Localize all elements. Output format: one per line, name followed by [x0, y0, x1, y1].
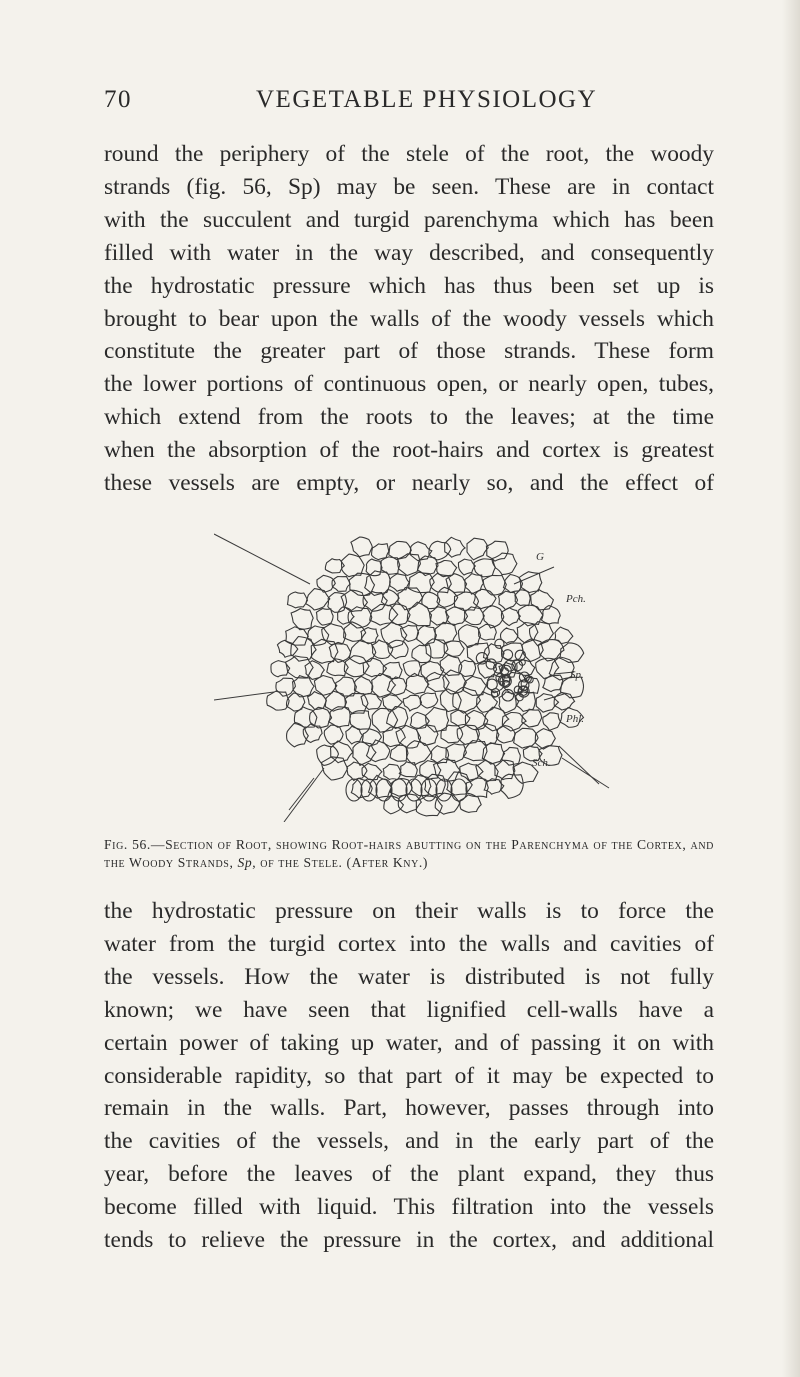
- cell-outline: [398, 588, 423, 610]
- cell-outline: [486, 541, 508, 561]
- cell-outline: [444, 641, 464, 656]
- cell-outline: [555, 627, 573, 644]
- text-line: round the periphery of the stele of the root, the woody: [104, 141, 714, 167]
- cell-outline: [420, 693, 438, 708]
- cell-outline: [417, 626, 437, 646]
- cell-outline: [458, 559, 475, 575]
- cell-outline: [366, 559, 382, 576]
- cell-outline: [401, 625, 419, 641]
- cell-outline: [403, 695, 421, 711]
- woody-strand-cell: [503, 650, 513, 660]
- cell-outline: [389, 541, 412, 559]
- cell-outline: [543, 713, 560, 731]
- cell-outline: [288, 592, 308, 608]
- cell-outline: [329, 707, 351, 728]
- root-section-illustration: [214, 522, 624, 822]
- cell-outline: [372, 708, 397, 732]
- cell-outline: [502, 747, 521, 765]
- cell-outline: [387, 677, 406, 695]
- cell-outline: [515, 590, 530, 606]
- text-line: considerable rapidity, so that part of it may be expected to: [104, 1062, 714, 1089]
- cell-outline: [407, 602, 431, 626]
- cell-outline: [412, 645, 431, 663]
- cell-outline: [425, 774, 446, 796]
- cell-outline: [479, 624, 497, 640]
- cell-outline: [351, 537, 372, 557]
- label-sch: Sch.: [532, 757, 551, 769]
- woody-strand-cell: [495, 639, 504, 648]
- caption-figure-number: Fig. 56.: [104, 837, 151, 852]
- cell-outline: [427, 672, 450, 691]
- paragraph-2: [104, 895, 714, 1257]
- cell-outline: [451, 710, 470, 726]
- text-line: remain in the walls. Part, however, passes through into: [104, 1095, 714, 1122]
- text-line: become filled with liquid. This filtration into the vessels: [104, 1194, 714, 1221]
- cell-outline: [464, 676, 487, 695]
- cell-outline: [314, 676, 336, 696]
- text-line: the hydrostatic pressure which has thus been set up is: [104, 272, 714, 299]
- figure-caption: [104, 836, 714, 872]
- cell-outline: [389, 604, 410, 624]
- cell-outline: [354, 676, 372, 694]
- leader-lines: [214, 534, 609, 822]
- label-sp: Sp.: [570, 669, 584, 681]
- cell-outline: [406, 673, 429, 694]
- cell-outline: [372, 544, 389, 560]
- paragraph-1: [104, 138, 714, 500]
- cell-outline: [560, 643, 584, 662]
- text-line: when the absorption of the root-hairs and cortex is greatest: [104, 437, 714, 464]
- cell-outline: [435, 793, 459, 814]
- cell-outline: [493, 553, 517, 575]
- text-line: constitute the greater part of those strands. These form: [104, 338, 714, 365]
- cortex-cell: [406, 779, 422, 801]
- label-pch: Pch.: [566, 593, 586, 605]
- cell-outline: [403, 661, 421, 677]
- cell-outline: [347, 762, 367, 780]
- caption-text-end: , of the Stele. (After Kny.): [252, 855, 429, 870]
- text-line: tends to relieve the pressure in the cortex, and additional: [104, 1227, 714, 1254]
- cell-outline: [348, 607, 372, 628]
- cell-outline: [453, 687, 481, 713]
- cell-outline: [531, 589, 554, 610]
- cell-outline: [362, 729, 381, 746]
- cell-outline: [498, 591, 517, 610]
- cell-outline: [316, 609, 333, 626]
- text-line: which extend from the roots to the leaves; at the time: [104, 404, 714, 431]
- text-line: certain power of taking up water, and of passing it on with: [104, 1029, 714, 1056]
- cell-outline: [474, 559, 495, 577]
- cell-outline: [390, 574, 409, 592]
- text-line: the cavities of the vessels, and in the early part of the: [104, 1128, 714, 1155]
- cell-outline: [381, 623, 407, 649]
- text-line: strands (fig. 56, Sp) may be seen. These are in contact: [104, 173, 714, 200]
- cell-outline: [349, 641, 376, 664]
- cell-outline: [331, 741, 353, 763]
- cell-outline: [399, 762, 417, 777]
- cell-outline: [522, 709, 542, 727]
- cell-outline: [267, 691, 289, 710]
- cell-outline: [383, 764, 401, 779]
- cell-outline: [308, 626, 329, 646]
- cell-outline: [317, 745, 339, 765]
- cell-outline: [416, 796, 442, 816]
- text-line: water from the turgid cortex into the walls and cavities of: [104, 930, 714, 957]
- cell-outline: [443, 670, 467, 694]
- cortex-cell: [346, 779, 362, 801]
- text-line: year, before the leaves of the plant expand, they thus: [104, 1161, 714, 1188]
- page-edge-shadow: [782, 0, 800, 1377]
- cell-outline: [457, 725, 479, 744]
- cell-outline: [398, 554, 421, 576]
- page-number: 70: [104, 86, 132, 113]
- cell-outline: [383, 662, 402, 678]
- text-line: these vessels are empty, or nearly so, and the effect of: [104, 470, 714, 497]
- running-title: VEGETABLE PHYSIOLOGY: [256, 86, 598, 113]
- cortex-cell: [451, 779, 467, 801]
- cell-outline: [344, 622, 366, 642]
- caption-text: —Section of Root, showing Root-hairs abutting on the Parenchyma of the Cortex, and the Woody Strands,: [104, 837, 714, 870]
- cell-outline: [467, 538, 488, 560]
- text-line: the vessels. How the water is distributed is not fully: [104, 963, 714, 990]
- root-section-figure: [214, 522, 624, 822]
- cell-outline: [324, 725, 343, 744]
- caption-sp-label: Sp: [237, 855, 253, 870]
- cell-outline: [514, 728, 539, 748]
- cell-outline: [388, 640, 408, 658]
- cell-outline: [346, 726, 363, 744]
- text-line: brought to bear upon the walls of the woody vessels which: [104, 305, 714, 332]
- text-line: the hydrostatic pressure on their walls is to force the: [104, 898, 714, 924]
- text-line: the lower portions of continuous open, or nearly open, tubes,: [104, 371, 714, 398]
- text-line: filled with water in the way described, and consequently: [104, 239, 714, 266]
- label-g: G: [536, 551, 544, 563]
- cell-outline: [542, 606, 561, 624]
- cell-outline: [483, 575, 506, 595]
- label-phl: Phl.: [566, 713, 585, 725]
- cell-outline: [465, 574, 483, 595]
- cell-outline: [390, 745, 408, 761]
- cell-outline: [460, 795, 481, 813]
- text-line: with the succulent and turgid parenchyma which has been: [104, 206, 714, 233]
- running-header: [104, 86, 700, 126]
- cell-outline: [445, 537, 466, 557]
- cell-outline: [429, 607, 449, 625]
- text-line: known; we have seen that lignified cell-walls have a: [104, 996, 714, 1023]
